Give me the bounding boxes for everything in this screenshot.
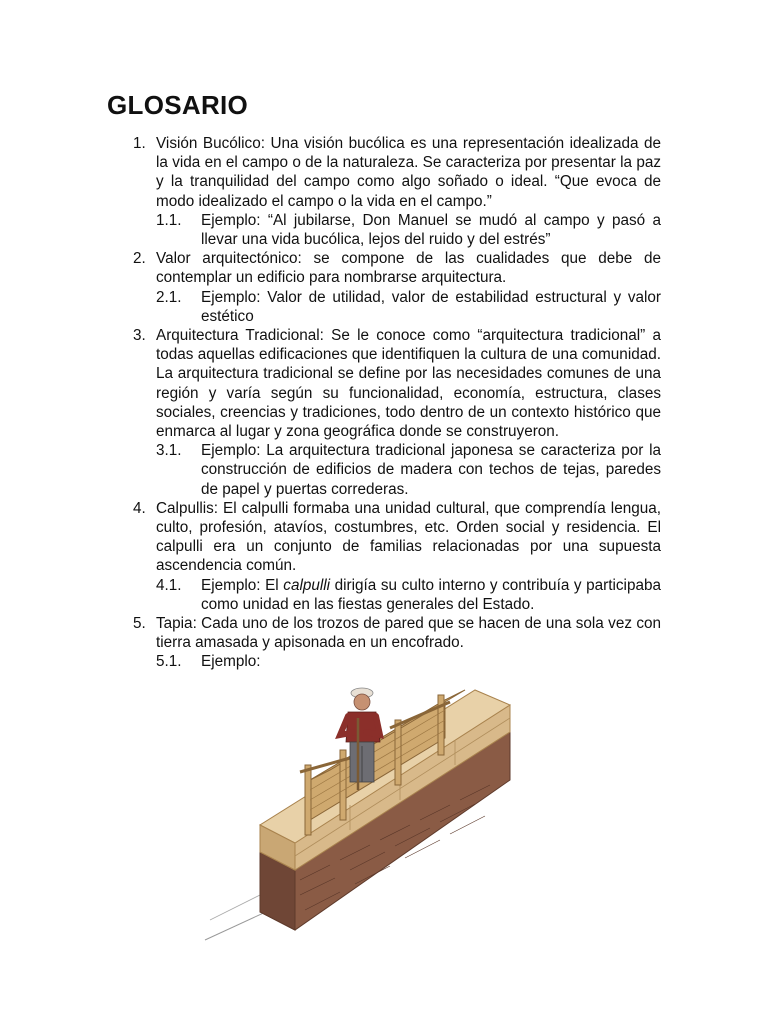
glossary-item-3 <box>0 326 661 441</box>
item-number: 1. <box>133 135 146 152</box>
glossary-item-5 <box>0 614 661 652</box>
italic-term: calpulli <box>283 576 331 594</box>
glossary-subitem-1-1 <box>0 211 661 249</box>
item-text: Valor arquitectónico: se compone de las cualidades que debe de contemplar un edificio para nombrarse arquitectura. <box>156 250 661 287</box>
subitem-text: Ejemplo: El calpulli dirigía su culto interno y contribuía y participaba como unidad en las fiestas generales del Estado. <box>201 576 661 613</box>
glossary-subitem-2-1 <box>0 288 661 326</box>
glossary-list <box>0 134 768 672</box>
glossary-subitem-4-1 <box>0 576 661 614</box>
glossary-item-1 <box>0 134 661 211</box>
item-text: Arquitectura Tradicional: Se le conoce como “arquitectura tradicional” a todas aquellas edificaciones que identifiquen la cultura de una comunidad. La arquitectura tradicional se define por las necesidades comunes de una región y varía según su funcionalidad, economía, estructura, clases sociales, creencias y tradiciones, todo dentro de un contexto histórico que enmarca al lugar y zona geográfica donde se construyeron. <box>156 327 661 441</box>
item-text: Visión Bucólico: Una visión bucólica es una representación idealizada de la vida en el campo o de la naturaleza. Se caracteriza por presentar la paz y la tranquilidad del campo como algo soñado o ideal. “Que evoca de modo idealizado el campo o la vida en el campo.” <box>156 135 661 210</box>
ground-line <box>210 895 260 920</box>
glossary-subitem-3-1 <box>0 441 661 499</box>
item-number: 4. <box>133 499 146 517</box>
item-number: 3. <box>133 327 146 345</box>
subitem-number: 2.1. <box>156 288 182 306</box>
item-number: 5. <box>133 615 146 633</box>
subitem-text: Ejemplo: La arquitectura tradicional japonesa se caracteriza por la construcción de edificios de madera con techos de tejas, paredes de papel y puertas correderas. <box>201 442 661 498</box>
tapia-wall-illustration <box>200 680 530 950</box>
subitem-number: 3.1. <box>156 442 182 460</box>
subitem-text: Ejemplo: <box>201 653 261 671</box>
page-title: GLOSARIO <box>107 90 249 120</box>
glossary-item-2 <box>0 249 661 287</box>
glossary-item-4 <box>0 499 661 576</box>
subitem-number: 5.1. <box>156 653 182 671</box>
glossary-subitem-5-1 <box>0 652 661 671</box>
item-number: 2. <box>133 250 146 268</box>
worker-head <box>354 694 370 710</box>
subitem-text: Ejemplo: “Al jubilarse, Don Manuel se mudó al campo y pasó a llevar una vida bucólica, lejos del ruido y del estrés” <box>201 211 661 249</box>
subitem-number: 4.1. <box>156 576 182 594</box>
subitem-text: Ejemplo: Valor de utilidad, valor de estabilidad estructural y valor estético <box>201 288 661 325</box>
subitem-number: 1.1. <box>156 211 182 229</box>
item-text: Calpullis: El calpulli formaba una unidad cultural, que comprendía lengua, culto, profesión, atavíos, costumbres, etc. Orden social y residencia. El calpulli era un conjunto de familias relacionadas por una supuesta ascendencia común. <box>156 499 661 575</box>
item-text: Tapia: Cada uno de los trozos de pared que se hacen de una sola vez con tierra amasada y apisonada en un encofrado. <box>156 615 661 652</box>
ground-line <box>205 910 270 940</box>
